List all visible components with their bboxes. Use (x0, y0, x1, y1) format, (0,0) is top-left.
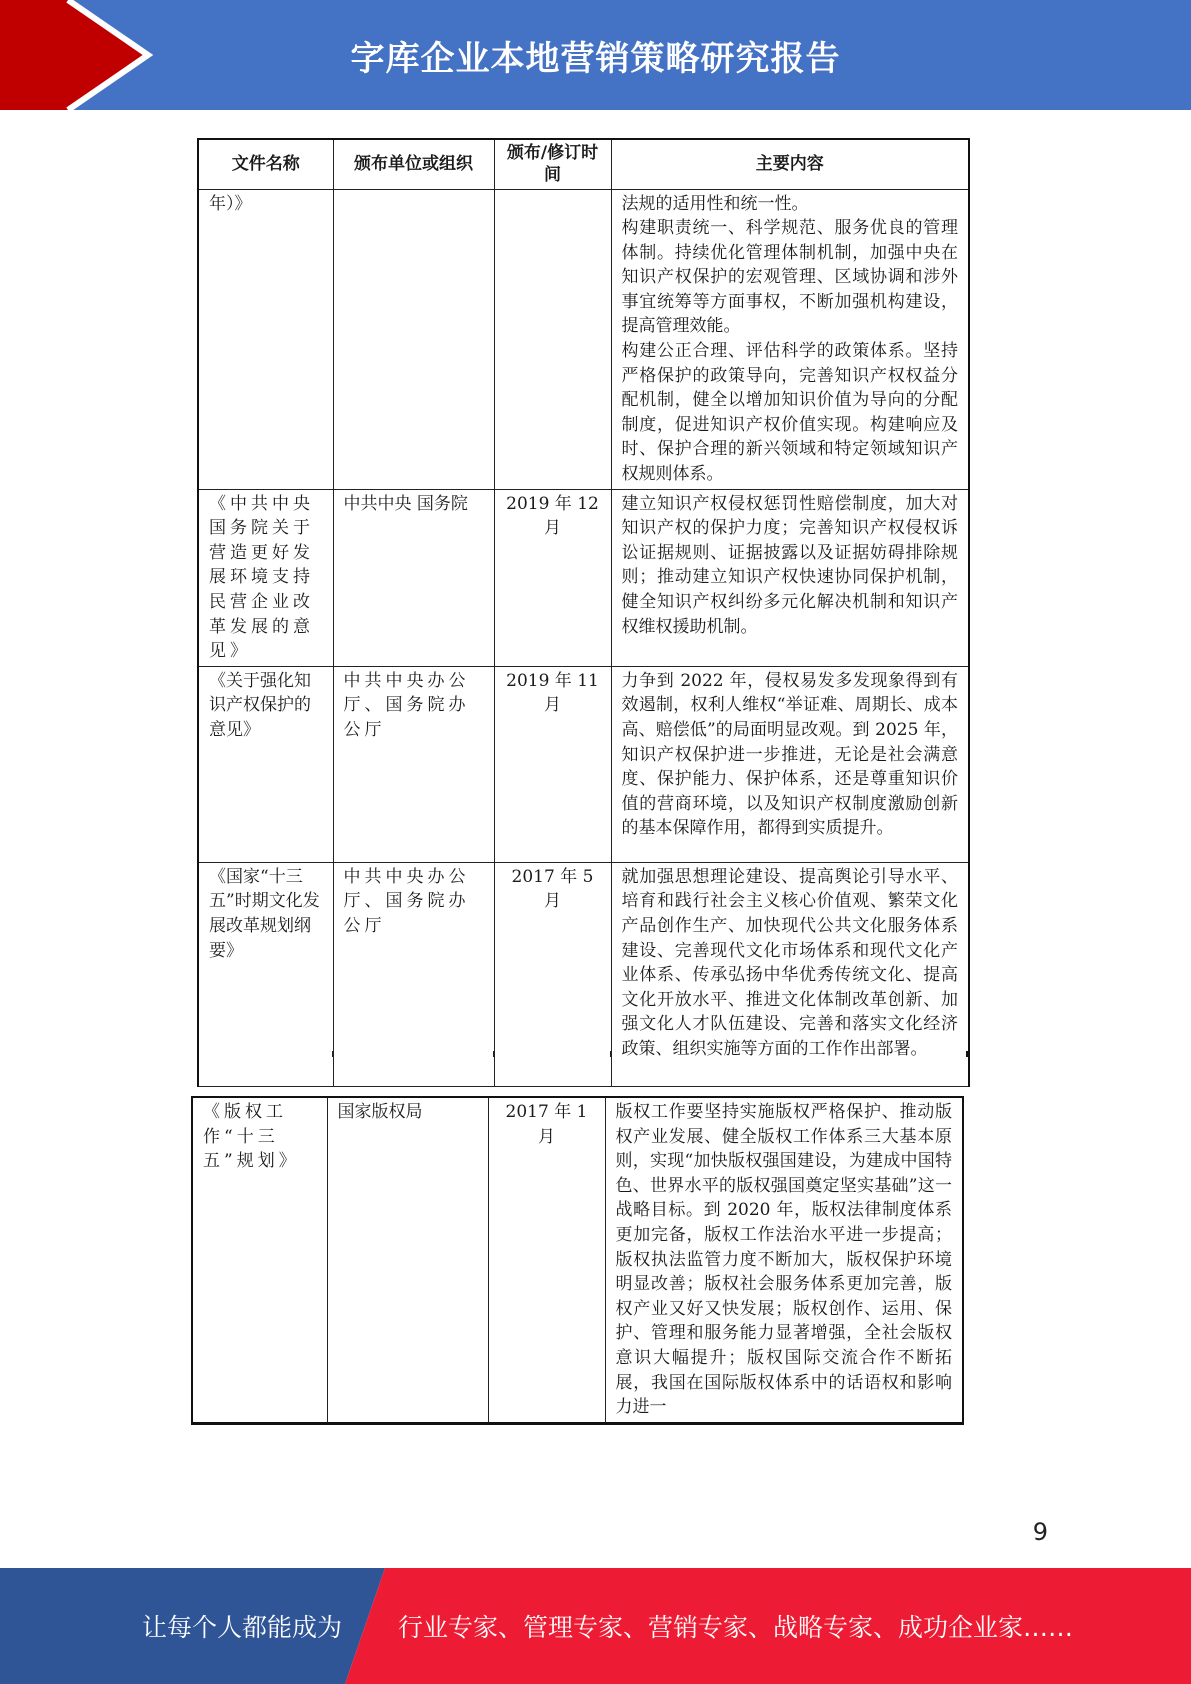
report-title: 字库企业本地营销策略研究报告 (350, 38, 841, 79)
header-arrow-icon (0, 0, 160, 110)
header-date: 颁布/修订时间 (494, 139, 611, 189)
cell-issuer: 中共中央 国务院 (333, 489, 494, 666)
table-row (198, 189, 969, 489)
cell-issuer: 中共中央办公厅、国务院办公厅 (333, 862, 494, 1086)
cell-content: 版权工作要坚持实施版权严格保护、推动版权产业发展、健全版权工作体系三大基本原则，实现“加快版权强国建设，为建成中国特色、世界水平的版权强国奠定坚实基础”这一战略目标。到 2020 年，版权法律制度体系更加完备，版权工作法治水平进一步提高；版权执法监管力度不断加大，版权保护环境明显改善；版权社会服务体系更加完善，版权产业又好又快发展；版权创作、运用、保护、管理和服务能力显著增强，全社会版权意识大幅提升；版权国际交流合作不断拓展，我国在国际版权体系中的话语权和影响力进一 (605, 1097, 963, 1423)
cell-file-name: 年）》 (198, 189, 333, 489)
table-row (192, 1097, 963, 1423)
cell-date: 2019 年 11 月 (494, 666, 611, 862)
cell-file-name: 《中共中央国务院关于营造更好发展环境支持民营企业改革发展的意见》 (198, 489, 333, 666)
cell-issuer: 中共中央办公厅、国务院办公厅 (333, 666, 494, 862)
cell-file-name: 《版权工作“十三五”规划》 (192, 1097, 327, 1423)
cell-file-name: 《国家“十三五”时期文化发展改革规划纲要》 (198, 862, 333, 1086)
table-row (198, 666, 969, 862)
header-issuer: 颁布单位或组织 (333, 139, 494, 189)
header-band (0, 0, 1191, 110)
cell-content: 法规的适用性和统一性。 构建职责统一、科学规范、服务优良的管理体制。持续优化管理体制机制，加强中央在知识产权保护的宏观管理、区域协调和涉外事宜统筹等方面事权，不断加强机构建设，提高管理效能。 构建公正合理、评估科学的政策体系。坚持严格保护的政策导向，完善知识产权权益分配机制，健全以增加知识价值为导向的分配制度，促进知识产权价值实现。构建响应及时、保护合理的新兴领域和特定领域知识产权规则体系。 (611, 189, 969, 489)
page-number: 9 (1032, 1518, 1048, 1546)
cell-date: 2019 年 12 月 (494, 489, 611, 666)
header-file-name: 文件名称 (198, 139, 333, 189)
cell-date: 2017 年 5 月 (494, 862, 611, 1086)
cell-content: 就加强思想理论建设、提高舆论引导水平、培育和践行社会主义核心价值观、繁荣文化产品创作生产、加快现代公共文化服务体系建设、完善现代文化市场体系和现代文化产业体系、传承弘扬中华优秀传统文化、提高文化开放水平、推进文化体制改革创新、加强文化人才队伍建设、完善和落实文化经济政策、组织实施等方面的工作作出部署。 (611, 862, 969, 1086)
cell-content: 建立知识产权侵权惩罚性赔偿制度，加大对知识产权的保护力度；完善知识产权侵权诉讼证据规则、证据披露以及证据妨碍排除规则；推动建立知识产权快速协同保护机制，健全知识产权纠纷多元化解决机制和知识产权维权援助机制。 (611, 489, 969, 666)
table-row (198, 489, 969, 666)
cell-issuer (333, 189, 494, 489)
policy-table (197, 138, 970, 1087)
footer-slogan-right: 行业专家、管理专家、营销专家、战略专家、成功企业家…… (398, 1613, 1074, 1642)
footer-slogan-left: 让每个人都能成为 (142, 1613, 343, 1642)
cell-date: 2017 年 1 月 (488, 1097, 605, 1423)
header-content: 主要内容 (611, 139, 969, 189)
cell-date (494, 189, 611, 489)
footer-band (0, 1568, 1191, 1684)
cell-content: 力争到 2022 年，侵权易发多发现象得到有效遏制，权利人维权“举证难、周期长、成本高、赔偿低”的局面明显改观。到 2025 年，知识产权保护进一步推进，无论是社会满意度、保护能力、保护体系，还是尊重知识价值的营商环境，以及知识产权制度激励创新的基本保障作用，都得到实质提升。 (611, 666, 969, 862)
cell-issuer: 国家版权局 (327, 1097, 488, 1423)
table-continuation-edge (197, 1051, 968, 1057)
table-header-row (198, 139, 969, 189)
cell-file-name: 《关于强化知识产权保护的意见》 (198, 666, 333, 862)
policy-table-continued (191, 1096, 964, 1425)
